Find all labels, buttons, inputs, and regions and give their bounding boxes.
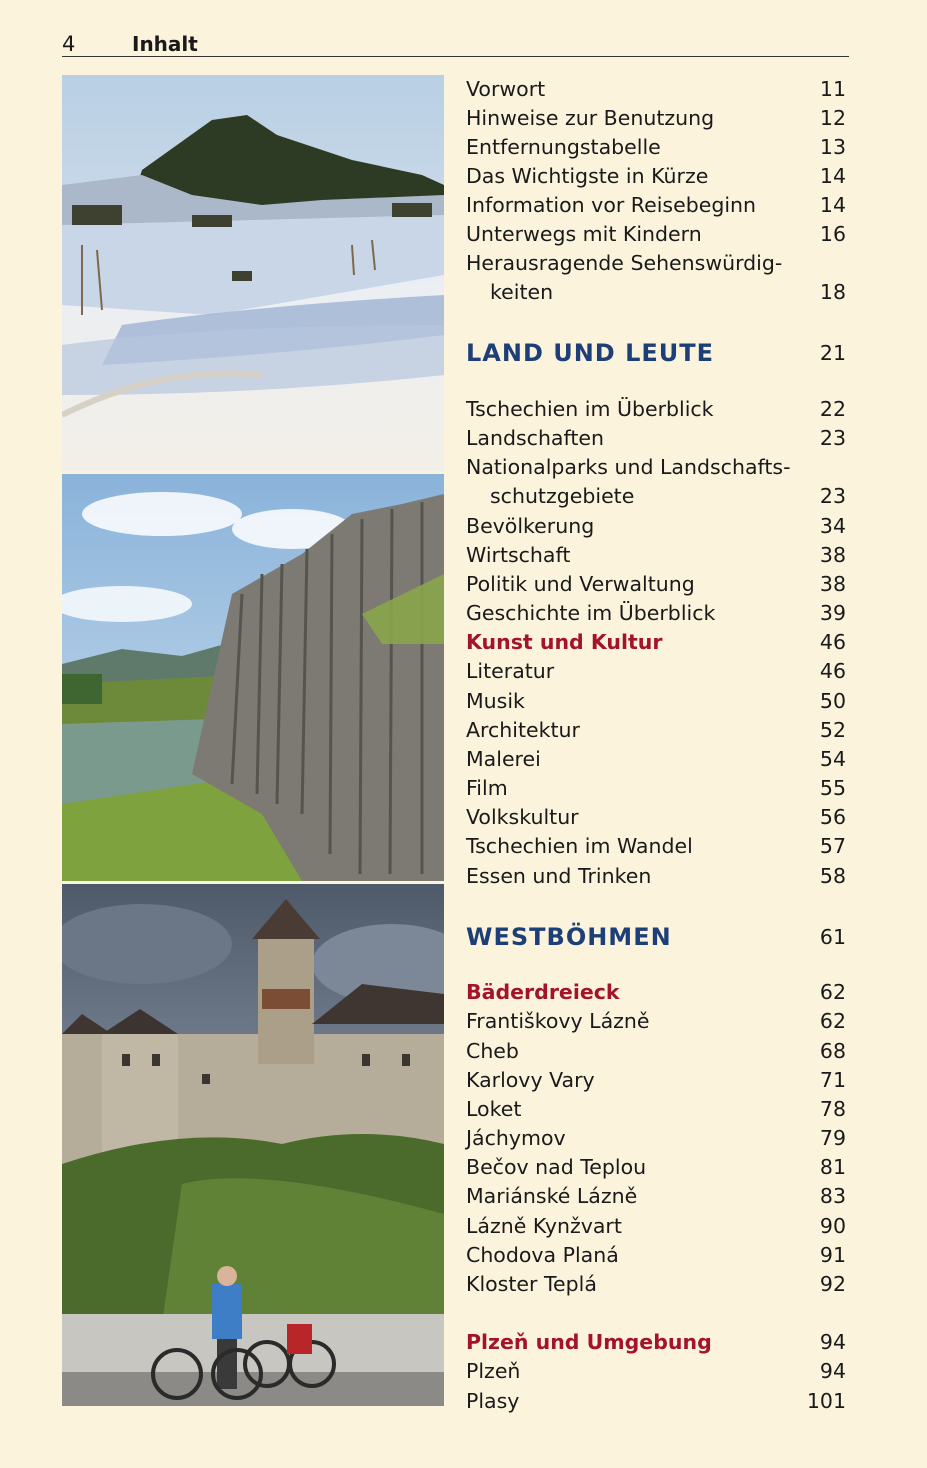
toc-entry-page: 79 (819, 1126, 846, 1150)
toc-entry (466, 1153, 846, 1182)
toc-entry-title: Kloster Teplá (466, 1272, 597, 1296)
toc-entry-page: 46 (819, 659, 846, 683)
toc-section-heading (466, 336, 846, 370)
toc-entry (466, 832, 846, 861)
toc-entry (466, 512, 846, 541)
toc-entry-page: 12 (819, 106, 846, 130)
toc-entry (466, 1007, 846, 1036)
toc-entry-page: 55 (819, 776, 846, 800)
toc-entry-page: 52 (819, 718, 846, 742)
toc-entry-page: 62 (819, 980, 846, 1004)
toc-entry-title: Cheb (466, 1039, 519, 1063)
toc-entry (466, 1066, 846, 1095)
toc-entry-page: 54 (819, 747, 846, 771)
toc-entry (466, 191, 846, 220)
toc-entry-title: Geschichte im Überblick (466, 601, 716, 625)
toc-entry (466, 657, 846, 686)
toc-entry-title: keiten (490, 280, 554, 304)
toc-entry (466, 424, 846, 453)
toc-entry-page: 56 (819, 805, 846, 829)
toc-entry-title: Tschechien im Überblick (466, 397, 714, 421)
toc-entry (466, 1387, 846, 1416)
toc-entry-title: Chodova Planá (466, 1243, 619, 1267)
toc-entry (466, 1212, 846, 1241)
toc-entry-page: 13 (819, 135, 846, 159)
toc-entry-title: Architektur (466, 718, 580, 742)
toc-entry (466, 1124, 846, 1153)
toc-entry-title: Politik und Verwaltung (466, 572, 695, 596)
toc-entry (466, 541, 846, 570)
toc-entry-page: 18 (819, 280, 846, 304)
toc-entry-page: 57 (819, 834, 846, 858)
toc-entry-page: 16 (819, 222, 846, 246)
toc-entry (466, 133, 846, 162)
toc-entry (466, 1037, 846, 1066)
toc-entry (466, 570, 846, 599)
toc-entry-title: Františkovy Lázně (466, 1009, 650, 1033)
toc-entry-title: WESTBÖHMEN (466, 923, 672, 951)
winter-landscape-photo (62, 75, 444, 471)
toc-entry-title: Mariánské Lázně (466, 1184, 638, 1208)
toc-entry-title: Wirtschaft (466, 543, 571, 567)
toc-entry-page: 23 (819, 426, 846, 450)
toc-entry-title: Volkskultur (466, 805, 579, 829)
toc-entry-title: Kunst und Kultur (466, 630, 663, 654)
toc-entry-title: Information vor Reisebeginn (466, 193, 757, 217)
toc-entry-page: 22 (819, 397, 846, 421)
toc-entry-page: 46 (819, 630, 846, 654)
toc-entry-page: 58 (819, 864, 846, 888)
toc-entry-title: Malerei (466, 747, 541, 771)
toc-entry (466, 249, 846, 278)
toc-entry-page: 61 (819, 925, 846, 949)
basalt-cliff-photo (62, 474, 444, 881)
toc-entry-page: 83 (819, 1184, 846, 1208)
toc-entry-title: Essen und Trinken (466, 864, 652, 888)
toc-entry-page: 92 (819, 1272, 846, 1296)
toc-entry-title: Plzeň und Umgebung (466, 1330, 712, 1354)
toc-entry-page: 71 (819, 1068, 846, 1092)
toc-entry-title: Nationalparks und Landschafts- (466, 455, 791, 479)
toc-entry-page: 90 (819, 1214, 846, 1238)
toc-entry-page: 14 (819, 164, 846, 188)
toc-entry-title: Bäderdreieck (466, 980, 620, 1004)
header-title: Inhalt (132, 32, 198, 56)
toc-entry-title: LAND UND LEUTE (466, 339, 715, 367)
toc-entry-title: Karlovy Vary (466, 1068, 595, 1092)
toc-subsection-heading (466, 978, 846, 1007)
toc-entry-title: Plzeň (466, 1359, 521, 1383)
toc-entry-page: 11 (819, 77, 846, 101)
toc-entry-page: 38 (819, 572, 846, 596)
toc-entry (466, 162, 846, 191)
toc-entry-title: Das Wichtigste in Kürze (466, 164, 709, 188)
toc-entry-title: Vorwort (466, 77, 546, 101)
toc-entry-title: Lázně Kynžvart (466, 1214, 622, 1238)
toc-entry (466, 599, 846, 628)
toc-entry-page: 39 (819, 601, 846, 625)
toc-entry (466, 482, 846, 511)
toc-entry-page: 21 (819, 341, 846, 365)
toc-entry (466, 687, 846, 716)
page-header (62, 32, 849, 56)
toc-entry-title: Tschechien im Wandel (466, 834, 693, 858)
toc-entry-title: Musik (466, 689, 525, 713)
toc-entry-page: 23 (819, 484, 846, 508)
toc-entry (466, 75, 846, 104)
toc-entry (466, 1270, 846, 1299)
toc-entry-title: Literatur (466, 659, 555, 683)
toc-entry (466, 1357, 846, 1386)
toc-entry-page: 34 (819, 514, 846, 538)
toc-entry (466, 453, 846, 482)
toc-entry (466, 104, 846, 133)
toc-entry (466, 716, 846, 745)
toc-entry (466, 1241, 846, 1270)
toc-entry-page: 78 (819, 1097, 846, 1121)
toc-entry-page: 94 (819, 1330, 846, 1354)
toc-entry (466, 1095, 846, 1124)
toc-entry-title: Bečov nad Teplou (466, 1155, 647, 1179)
toc-entry (466, 745, 846, 774)
toc-entry (466, 774, 846, 803)
toc-entry-title: Film (466, 776, 508, 800)
toc-entry-title: Jáchymov (466, 1126, 566, 1150)
toc-section-heading (466, 920, 846, 954)
toc-entry (466, 220, 846, 249)
toc-entry-page: 68 (819, 1039, 846, 1063)
toc-entry-title: Loket (466, 1097, 522, 1121)
toc-entry-page: 14 (819, 193, 846, 217)
toc-entry-page: 101 (806, 1389, 846, 1413)
toc-entry-page: 62 (819, 1009, 846, 1033)
toc-entry (466, 395, 846, 424)
toc-subsection-heading (466, 1328, 846, 1357)
toc-entry (466, 278, 846, 307)
toc-entry-page: 91 (819, 1243, 846, 1267)
toc-entry-page: 81 (819, 1155, 846, 1179)
toc-entry-title: Plasy (466, 1389, 520, 1413)
castle-cyclist-photo (62, 884, 444, 1406)
toc-entry-title: Entfernungstabelle (466, 135, 661, 159)
toc-entry-title: Unterwegs mit Kindern (466, 222, 702, 246)
toc-entry-page: 94 (819, 1359, 846, 1383)
header-rule (62, 56, 849, 57)
toc-entry-title: Landschaften (466, 426, 604, 450)
page-number: 4 (62, 32, 76, 56)
toc-entry-title: schutzgebiete (490, 484, 635, 508)
toc-entry (466, 1182, 846, 1211)
toc-entry (466, 862, 846, 891)
toc-entry-page: 38 (819, 543, 846, 567)
toc-entry-title: Herausragende Sehenswürdig- (466, 251, 783, 275)
toc-entry-page: 50 (819, 689, 846, 713)
toc-entry-title: Hinweise zur Benutzung (466, 106, 715, 130)
toc-entry (466, 803, 846, 832)
toc-subsection-heading (466, 628, 846, 657)
toc-entry-title: Bevölkerung (466, 514, 595, 538)
